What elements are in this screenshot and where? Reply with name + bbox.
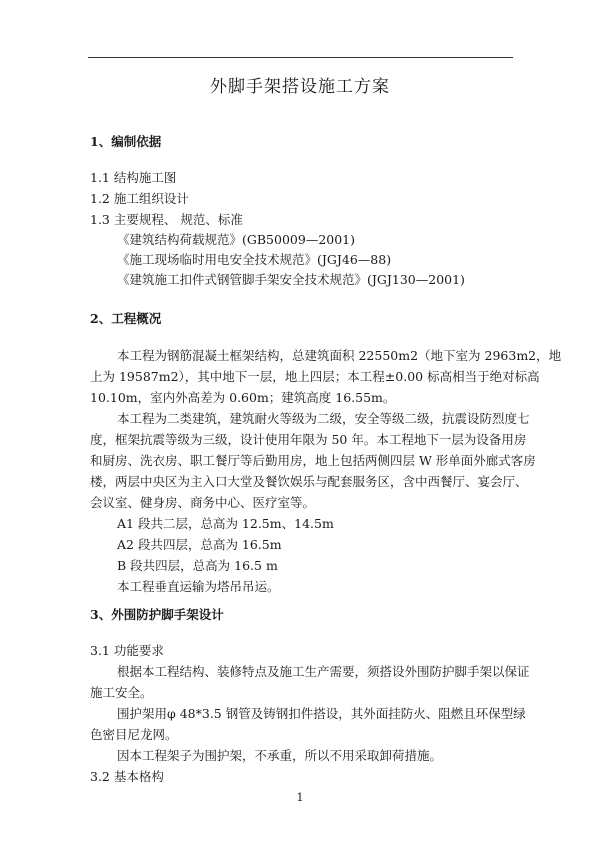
header-rule xyxy=(88,57,513,58)
list-item: 1.3 主要规程、 规范、标准 xyxy=(90,212,243,227)
list-item: 1.2 施工组织设计 xyxy=(90,191,189,206)
paragraph-line: 施工安全。 xyxy=(90,685,153,700)
paragraph-line: 上为 19587m2），其中地下一层，地上四层；本工程±0.00 标高相当于绝对标高 xyxy=(90,369,540,384)
segment-line: B 段共四层，总高为 16.5 m xyxy=(117,558,278,573)
segment-line: A2 段共四层，总高为 16.5m xyxy=(117,537,282,552)
paragraph-line: 因本工程架子为围护架，不承重，所以不用采取卸荷措施。 xyxy=(117,748,443,763)
standard-ref: 《建筑施工扣件式钢管脚手架安全技术规范》(JGJ130—2001) xyxy=(117,272,465,287)
standard-ref: 《建筑结构荷载规范》(GB50009—2001) xyxy=(117,232,356,247)
paragraph-line: 会议室、健身房、商务中心、医疗室等。 xyxy=(90,495,316,510)
paragraph-line: 围护架用φ 48*3.5 钢管及铸钢扣件搭设，其外面挂防火、阻燃且环保型绿 xyxy=(117,706,526,721)
segment-line: A1 段共二层，总高为 12.5m、14.5m xyxy=(117,516,334,531)
paragraph-line: 和厨房、洗衣房、职工餐厅等后勤用房，地上包括两侧四层 W 形单面外廊式客房 xyxy=(90,453,536,468)
document-title: 外脚手架搭设施工方案 xyxy=(210,77,390,97)
paragraph-line: 色密目尼龙网。 xyxy=(90,727,178,742)
subsection-heading: 3.2 基本格构 xyxy=(90,769,164,784)
paragraph-line: 根据本工程结构、装修特点及施工生产需要，须搭设外围防护脚手架以保证 xyxy=(117,664,530,679)
subsection-heading: 3.1 功能要求 xyxy=(90,643,164,658)
paragraph-line: 度，框架抗震等级为三级，设计使用年限为 50 年。本工程地下一层为设备用房 xyxy=(90,432,527,447)
section-3-heading: 3、外围防护脚手架设计 xyxy=(90,607,224,622)
paragraph-line: 10.10m，室内外高差为 0.60m；建筑高度 16.55m。 xyxy=(90,390,396,405)
page-number: 1 xyxy=(296,791,304,804)
paragraph-line: 楼，两层中央区为主入口大堂及餐饮娱乐与配套服务区，含中西餐厅、宴会厅、 xyxy=(90,474,528,489)
paragraph-line: 本工程为钢筋混凝土框架结构，总建筑面积 22550m2（地下室为 2963m2，地 xyxy=(117,348,562,363)
segment-line: 本工程垂直运输为塔吊吊运。 xyxy=(117,579,280,594)
standard-ref: 《施工现场临时用电安全技术规范》(JGJ46—88) xyxy=(117,252,392,267)
section-2-heading: 2、工程概况 xyxy=(90,311,162,326)
list-item: 1.1 结构施工图 xyxy=(90,170,177,185)
paragraph-line: 本工程为二类建筑，建筑耐火等级为二级，安全等级二级，抗震设防烈度七 xyxy=(117,411,530,426)
section-1-heading: 1、编制依据 xyxy=(90,134,162,149)
